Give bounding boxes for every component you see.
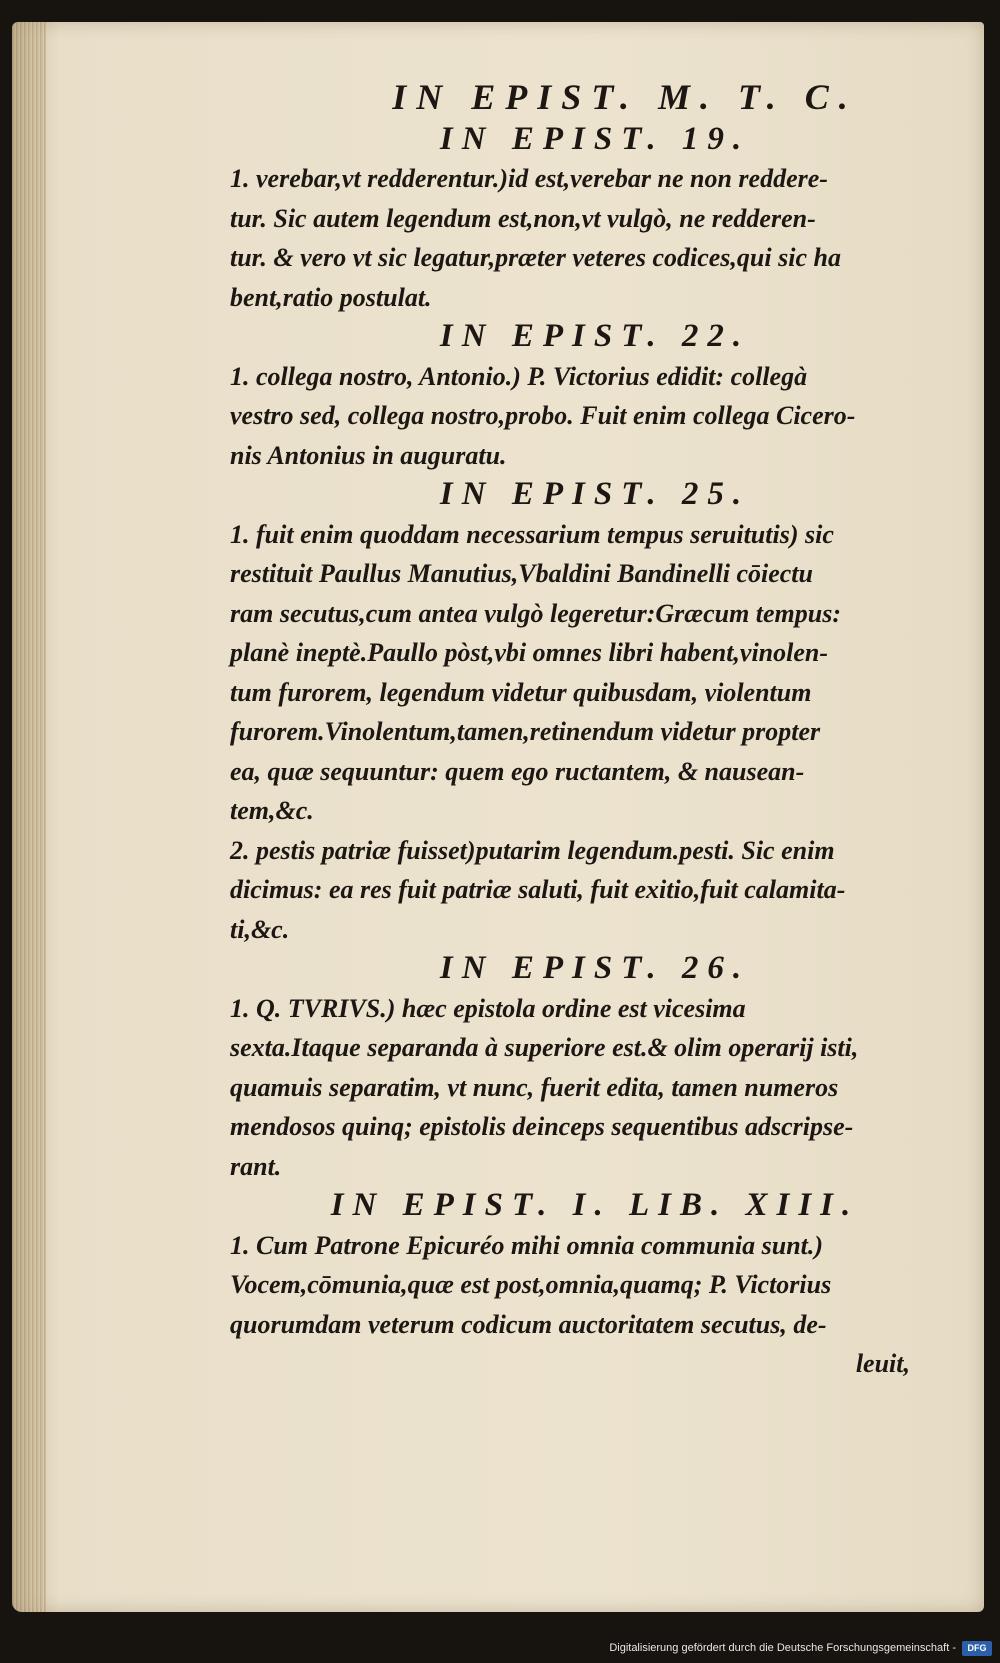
text-line: furorem.Vinolentum,tamen,retinendum videtur propter <box>230 717 821 746</box>
text-line: tem,&c. <box>230 796 314 825</box>
text-line: restituit Paullus Manutius,Vbaldini Bandinelli cōiectu <box>230 559 813 588</box>
text-line: 1. fuit enim quoddam necessarium tempus seruitutis) sic <box>230 519 834 549</box>
text-line: tur. & vero vt sic legatur,præter veteres codices,qui sic ha <box>230 243 841 272</box>
running-head: IN EPIST. M. T. C. <box>392 77 858 117</box>
footer-credit: Digitalisierung gefördert durch die Deutsche Forschungsgemeinschaft - <box>609 1642 956 1654</box>
text-line: 1. Q. TVRIVS.) hæc epistola ordine est vicesima <box>230 993 746 1023</box>
section-heading: IN EPIST. 26. <box>439 950 751 986</box>
page-text <box>230 78 960 1384</box>
section-heading: IN EPIST. 22. <box>439 318 751 354</box>
digitization-footer <box>609 1637 992 1659</box>
text-line: quamuis separatim, vt nunc, fuerit edita, tamen numeros <box>230 1072 839 1102</box>
text-line: ram secutus,cum antea vulgò legeretur:Græcum tempus: <box>230 598 842 628</box>
page-gutter-edge <box>12 22 46 1612</box>
text-line: mendosos quinq; epistolis deinceps sequentibus adscripse- <box>230 1112 854 1141</box>
text-line: ti,&c. <box>230 914 290 944</box>
text-line: bent,ratio postulat. <box>230 282 432 312</box>
section-heading: IN EPIST. 25. <box>439 476 751 512</box>
section-19 <box>230 120 960 318</box>
text-line: ea, quæ sequuntur: quem ego ructantem, & nausean- <box>230 756 805 786</box>
section-lib-xiii <box>230 1186 960 1344</box>
text-line: sexta.Itaque separanda à superiore est.& olim operarij isti, <box>230 1033 859 1062</box>
text-line: 2. pestis patriæ fuisset)putarim legendum.pesti. Sic enim <box>230 835 835 865</box>
text-line: planè ineptè.Paullo pòst,vbi omnes libri habent,vinolen- <box>230 638 829 667</box>
text-line: Vocem,cōmunia,quæ est post,omnia,quamq; P. Victorius <box>230 1270 832 1299</box>
text-line: tum furorem, legendum videtur quibusdam, violentum <box>230 677 812 707</box>
text-line: 1. verebar,vt redderentur.)id est,verebar ne non reddere- <box>230 164 828 193</box>
text-line: quorumdam veterum codicum auctoritatem secutus, de- <box>230 1309 827 1339</box>
section-22 <box>230 317 960 475</box>
section-heading: IN EPIST. I. LIB. XIII. <box>330 1187 860 1223</box>
text-line: vestro sed, collega nostro,probo. Fuit enim collega Cicero- <box>230 401 856 430</box>
text-line: dicimus: ea res fuit patriæ saluti, fuit exitio,fuit calamita- <box>230 875 846 904</box>
text-line: rant. <box>230 1151 282 1181</box>
catchword: leuit, <box>855 1349 910 1378</box>
section-25 <box>230 475 960 949</box>
text-line: tur. Sic autem legendum est,non,vt vulgò, ne redderen- <box>230 203 816 233</box>
text-line: nis Antonius in auguratu. <box>230 440 507 470</box>
text-line: 1. collega nostro, Antonio.) P. Victorius edidit: collegà <box>230 361 808 391</box>
section-26 <box>230 949 960 1186</box>
text-line: 1. Cum Patrone Epicuréo mihi omnia communia sunt.) <box>230 1230 824 1260</box>
section-heading: IN EPIST. 19. <box>439 120 751 157</box>
dfg-logo-icon: DFG <box>962 1641 992 1656</box>
